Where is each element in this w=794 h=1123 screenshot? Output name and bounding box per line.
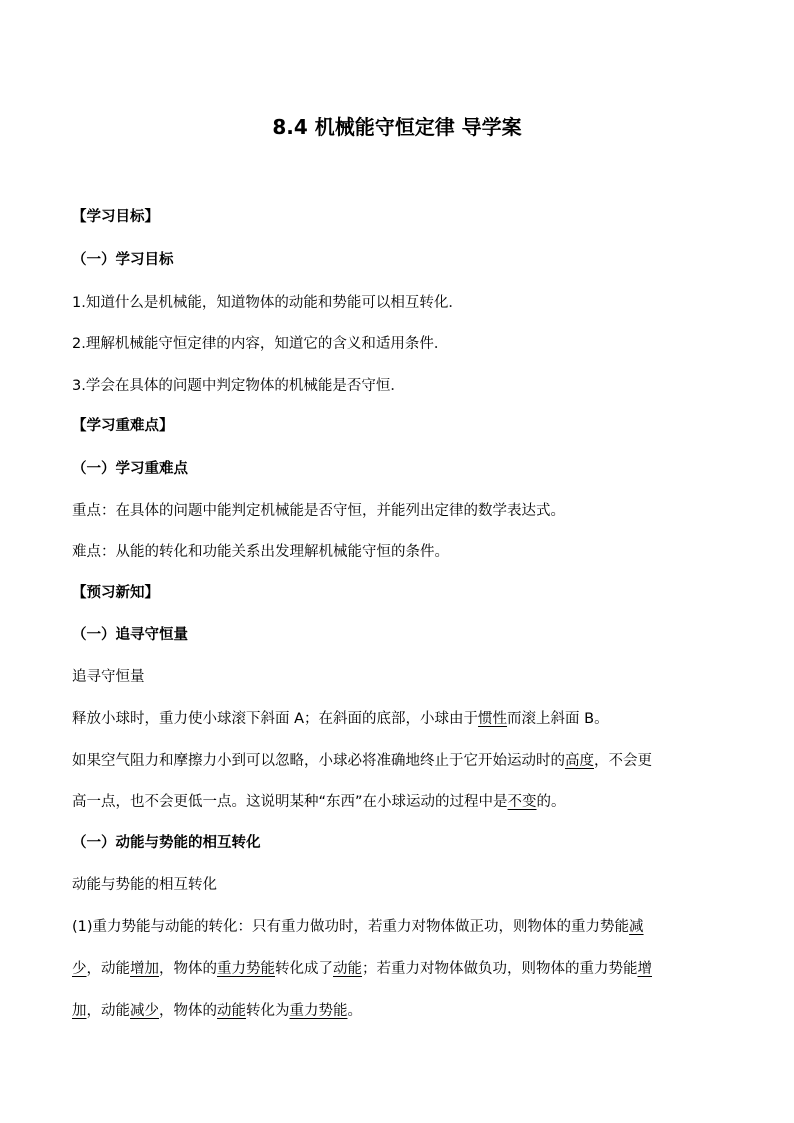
section-heading-objectives: 【学习目标】 [72,209,159,225]
text-run: 如果空气阻力和摩擦力小到可以忽略，小球必将准确地终止于它开始运动时的 [72,753,565,769]
subheading-objectives: （一）学习目标 [72,252,174,268]
paragraph-line [72,791,722,813]
text-run: ，物体的 [159,1003,217,1019]
fill-blank-answer: 高度 [565,753,594,769]
difficult-point-text: 难点：从能的转化和功能关系出发理解机械能守恒的条件。 [72,544,449,560]
fill-blank-answer: 重力势能 [289,1003,348,1019]
text-run: 而滚上斜面 B。 [507,711,609,727]
fill-blank-answer: 增 [637,961,652,977]
text-run: 的。 [536,794,566,810]
subheading-key-points: （一）学习重难点 [72,461,188,477]
paragraph-line [72,708,722,730]
section-heading-preview: 【预习新知】 [72,585,159,601]
text-run: ，不会更 [594,753,652,769]
paragraph-line [72,1000,722,1022]
text-run: ，动能 [86,961,130,977]
fill-blank-answer: 动能 [333,961,362,977]
text-run: 转化成了 [275,961,333,977]
fill-blank-answer: 减 [629,919,644,935]
plain-conserved-quantity: 追寻守恒量 [72,669,145,685]
text-run: ，物体的 [159,961,217,977]
fill-blank-answer: 不变 [507,794,537,810]
fill-blank-answer: 重力势能 [217,961,275,977]
fill-blank-answer: 动能 [217,1003,246,1019]
fill-blank-answer: 加 [72,1003,87,1019]
text-run: ，动能 [86,1003,130,1019]
subheading-energy-conversion: （一）动能与势能的相互转化 [72,835,261,851]
key-point-text: 重点：在具体的问题中能判定机械能是否守恒，并能列出定律的数学表达式。 [72,503,565,519]
paragraph-line [72,916,722,938]
objective-item-3: 3.学会在具体的问题中判定物体的机械能是否守恒． [72,378,405,394]
fill-blank-answer: 少 [72,961,87,977]
fill-blank-answer: 惯性 [478,711,508,727]
text-run: 高一点，也不会更低一点。这说明某种“东西”在小球运动的过程中是 [72,794,508,810]
plain-energy-conversion: 动能与势能的相互转化 [72,877,217,893]
paragraph-line [72,958,722,980]
subheading-conserved-quantity: （一）追寻守恒量 [72,627,188,643]
objective-item-1: 1.知道什么是机械能，知道物体的动能和势能可以相互转化． [72,295,463,311]
text-run: 。 [347,1003,362,1019]
text-run: 转化为 [246,1003,290,1019]
fill-blank-answer: 增加 [130,961,159,977]
text-run: (1)重力势能与动能的转化：只有重力做功时，若重力对物体做正功，则物体的重力势能 [72,919,630,935]
text-run: ；若重力对物体做负功，则物体的重力势能 [362,961,638,977]
section-heading-key-points: 【学习重难点】 [72,418,174,434]
fill-blank-answer: 减少 [130,1003,159,1019]
text-run: 释放小球时，重力使小球滚下斜面 A；在斜面的底部，小球由于 [72,711,479,727]
page-title: 8.4 机械能守恒定律 导学案 [272,115,522,139]
paragraph-line [72,750,722,772]
objective-item-2: 2.理解机械能守恒定律的内容，知道它的含义和适用条件． [72,336,449,352]
